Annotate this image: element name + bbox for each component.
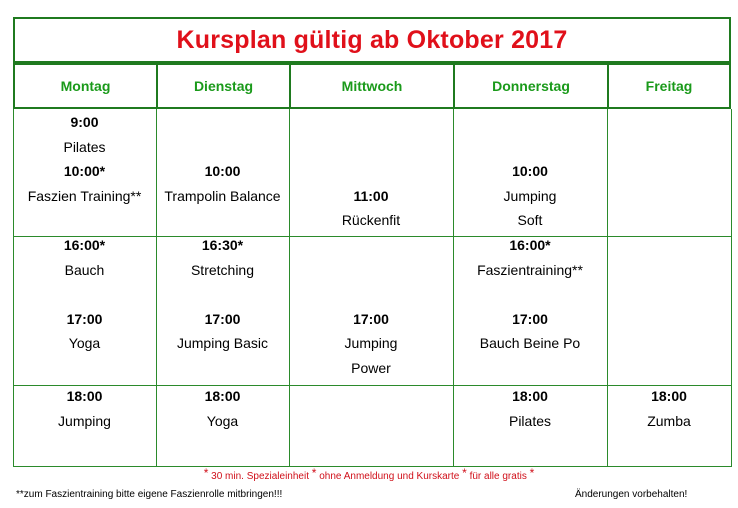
course-name: Faszien Training** (27, 187, 142, 204)
course-name: Jumping (58, 412, 111, 429)
day-header-mittwoch: Mittwoch (289, 63, 455, 109)
course-cell-dienstag (156, 233, 289, 356)
course-name: Zumba (647, 412, 691, 429)
course-cell-donnerstag (453, 233, 607, 356)
spacer-line (289, 110, 453, 135)
course-time: 11:00 (353, 187, 389, 204)
course-cell-montag (13, 110, 156, 208)
spacer-line (289, 233, 453, 258)
course-name: Bauch Beine Po (479, 335, 581, 352)
course-time: 17:00 (66, 310, 103, 327)
spacer-line (289, 135, 453, 160)
course-cell-freitag (607, 384, 731, 433)
course-time: 18:00 (651, 388, 687, 404)
course-name: Jumping (344, 335, 398, 352)
course-name: Stretching (190, 261, 255, 278)
course-name: Jumping (503, 187, 557, 204)
day-header-montag: Montag (13, 63, 158, 109)
course-cell-montag (13, 233, 156, 356)
course-cell-donnerstag (453, 110, 607, 233)
course-name: Jumping Basic (176, 335, 269, 352)
day-header-freitag: Freitag (607, 63, 731, 109)
footer-disclaimer: Änderungen vorbehalten! (575, 489, 688, 500)
course-name: Yoga (206, 412, 239, 429)
course-cell-dienstag (156, 384, 289, 433)
course-cell-donnerstag (453, 384, 607, 433)
spacer-line (289, 159, 453, 184)
course-time: 16:00* (63, 237, 106, 253)
spacer-line (453, 282, 607, 307)
title-box (13, 17, 731, 63)
spacer-line (289, 282, 453, 307)
course-name: Soft (517, 212, 543, 229)
spacer-line (453, 110, 607, 135)
legend-star: * (462, 466, 467, 480)
legend-item: ohne Anmeldung und Kurskarte (319, 471, 460, 482)
course-name: Rückenfit (341, 212, 401, 229)
course-time: 17:00 (204, 310, 241, 327)
footer-note: **zum Faszientraining bitte eigene Faszienrolle mitbringen!!! (16, 489, 283, 500)
course-time: 10:00 (512, 163, 548, 180)
legend-item: für alle gratis (469, 471, 527, 482)
course-time: 10:00* (63, 163, 106, 180)
legend-item: 30 min. Spezialeinheit (211, 471, 309, 482)
legend-star: * (311, 466, 317, 480)
course-name: Faszientraining** (477, 261, 583, 278)
course-cell-mittwoch (289, 110, 453, 233)
course-name: Yoga (68, 335, 101, 352)
spacer-line (156, 282, 289, 307)
course-name: Trampolin Balance (164, 187, 281, 204)
day-header-donnerstag: Donnerstag (453, 63, 609, 109)
spacer-line (156, 135, 289, 160)
course-time: 17:00 (512, 310, 548, 327)
grid-column-line (731, 109, 732, 466)
page-title: Kursplan gültig ab Oktober 2017 (176, 25, 568, 54)
day-header-dienstag: Dienstag (156, 63, 291, 109)
course-time: 18:00 (512, 388, 548, 404)
course-name: Bauch (64, 261, 105, 278)
legend (0, 466, 738, 482)
course-time: 16:00* (509, 237, 551, 253)
course-cell-dienstag (156, 110, 289, 208)
course-name: Pilates (63, 138, 106, 155)
course-cell-mittwoch (289, 233, 453, 381)
course-time: 9:00 (70, 114, 99, 130)
course-cell-montag (13, 384, 156, 433)
course-name: Power (351, 359, 391, 376)
course-time: 18:00 (204, 388, 241, 404)
spacer-line (13, 282, 156, 307)
legend-star: * (203, 466, 209, 480)
course-time: 16:30* (201, 237, 244, 253)
spacer-line (289, 258, 453, 283)
course-time: 10:00 (204, 163, 241, 180)
course-time: 17:00 (353, 310, 389, 327)
spacer-line (156, 110, 289, 135)
spacer-line (453, 135, 607, 160)
legend-star: * (529, 466, 535, 480)
course-time: 18:00 (66, 388, 103, 404)
course-name: Pilates (508, 412, 552, 429)
